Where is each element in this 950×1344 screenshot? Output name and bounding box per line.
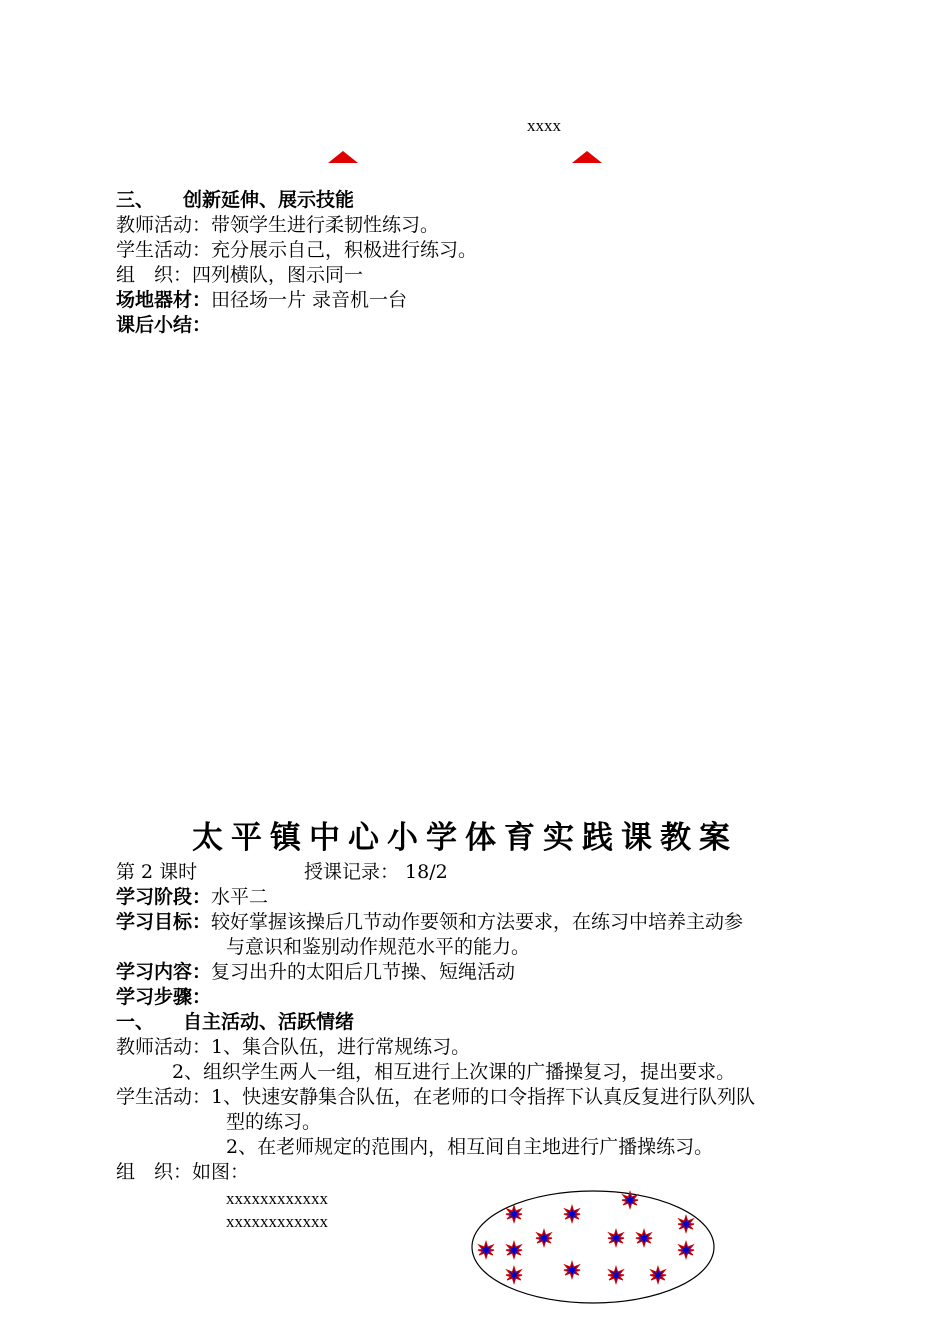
organization-diagram-label: 组 织：如图： bbox=[116, 1161, 250, 1183]
student-star-icon bbox=[506, 1206, 522, 1222]
teacher-activity-1 bbox=[116, 1035, 470, 1060]
student-star-icon bbox=[678, 1242, 694, 1258]
equipment-line bbox=[116, 288, 407, 313]
teacher-item-2: 2、组织学生两人一组，相互进行上次课的广播操复习，提出要求。 bbox=[172, 1061, 736, 1083]
triangle-left-icon bbox=[328, 151, 358, 163]
content-value: 复习出升的太阳后几节操、短绳活动 bbox=[211, 961, 516, 983]
triangle-right-icon bbox=[572, 151, 602, 163]
student-label: 学生活动： bbox=[116, 1086, 212, 1108]
student-star-icon bbox=[506, 1242, 522, 1258]
student-star-icon bbox=[636, 1230, 652, 1246]
goal-label: 学习目标： bbox=[116, 911, 212, 933]
student-star-icon bbox=[564, 1262, 580, 1278]
goal-line bbox=[116, 910, 743, 935]
content-line bbox=[116, 960, 515, 985]
formation-row-1: xxxxxxxxxxxx bbox=[226, 1189, 328, 1208]
stage-line bbox=[116, 885, 268, 910]
section3-heading: 创新延伸、展示技能 bbox=[183, 189, 355, 211]
student-item-2: 2、在老师规定的范围内，相互间自主地进行广播操练习。 bbox=[226, 1136, 714, 1158]
equipment-label: 场地器材： bbox=[116, 289, 212, 311]
student-star-icon bbox=[608, 1267, 624, 1283]
goal-text-2: 与意识和鉴别动作规范水平的能力。 bbox=[226, 936, 531, 958]
student-star-icon bbox=[650, 1267, 666, 1283]
student-star-icon bbox=[506, 1267, 522, 1283]
section1-heading: 自主活动、活跃情绪 bbox=[183, 1011, 355, 1033]
formation-xxxx: xxxx bbox=[527, 116, 561, 135]
steps-label: 学习步骤： bbox=[116, 986, 212, 1008]
student-star-icon bbox=[478, 1242, 494, 1258]
teacher-item-1: 1、集合队伍，进行常规练习。 bbox=[211, 1036, 471, 1058]
content-label: 学习内容： bbox=[116, 961, 212, 983]
student-item-1b: 型的练习。 bbox=[226, 1111, 322, 1133]
activity-area-diagram bbox=[470, 1188, 716, 1306]
stage-label: 学习阶段： bbox=[116, 886, 212, 908]
teacher-label: 教师活动： bbox=[116, 1036, 212, 1058]
lesson-record: 授课记录： 18/2 bbox=[304, 861, 448, 883]
student-item-1a: 1、快速安静集合队伍，在老师的口令指挥下认真反复进行队列队 bbox=[211, 1086, 756, 1108]
student-star-icon bbox=[536, 1230, 552, 1246]
organization: 组 织：四列横队，图示同一 bbox=[116, 264, 364, 286]
student-star-icon bbox=[608, 1230, 624, 1246]
teacher-activity: 教师活动：带领学生进行柔韧性练习。 bbox=[116, 214, 440, 236]
student-activity: 学生活动：充分展示自己，积极进行练习。 bbox=[116, 239, 478, 261]
equipment-value: 田径场一片 录音机一台 bbox=[211, 289, 408, 311]
page-title: 太平镇中心小学体育实践课教案 bbox=[192, 820, 738, 856]
lesson-period: 第 2 课时 bbox=[116, 861, 198, 883]
student-activity-1 bbox=[116, 1085, 755, 1110]
goal-text-1: 较好掌握该操后几节动作要领和方法要求，在练习中培养主动参 bbox=[211, 911, 744, 933]
formation-row-2: xxxxxxxxxxxx bbox=[226, 1212, 328, 1231]
student-star-icon bbox=[678, 1216, 694, 1232]
student-star-icon bbox=[564, 1206, 580, 1222]
section3-number: 三、 bbox=[116, 189, 155, 211]
section1-number: 一、 bbox=[116, 1011, 155, 1033]
stage-value: 水平二 bbox=[211, 886, 269, 908]
summary-label: 课后小结： bbox=[116, 314, 212, 336]
